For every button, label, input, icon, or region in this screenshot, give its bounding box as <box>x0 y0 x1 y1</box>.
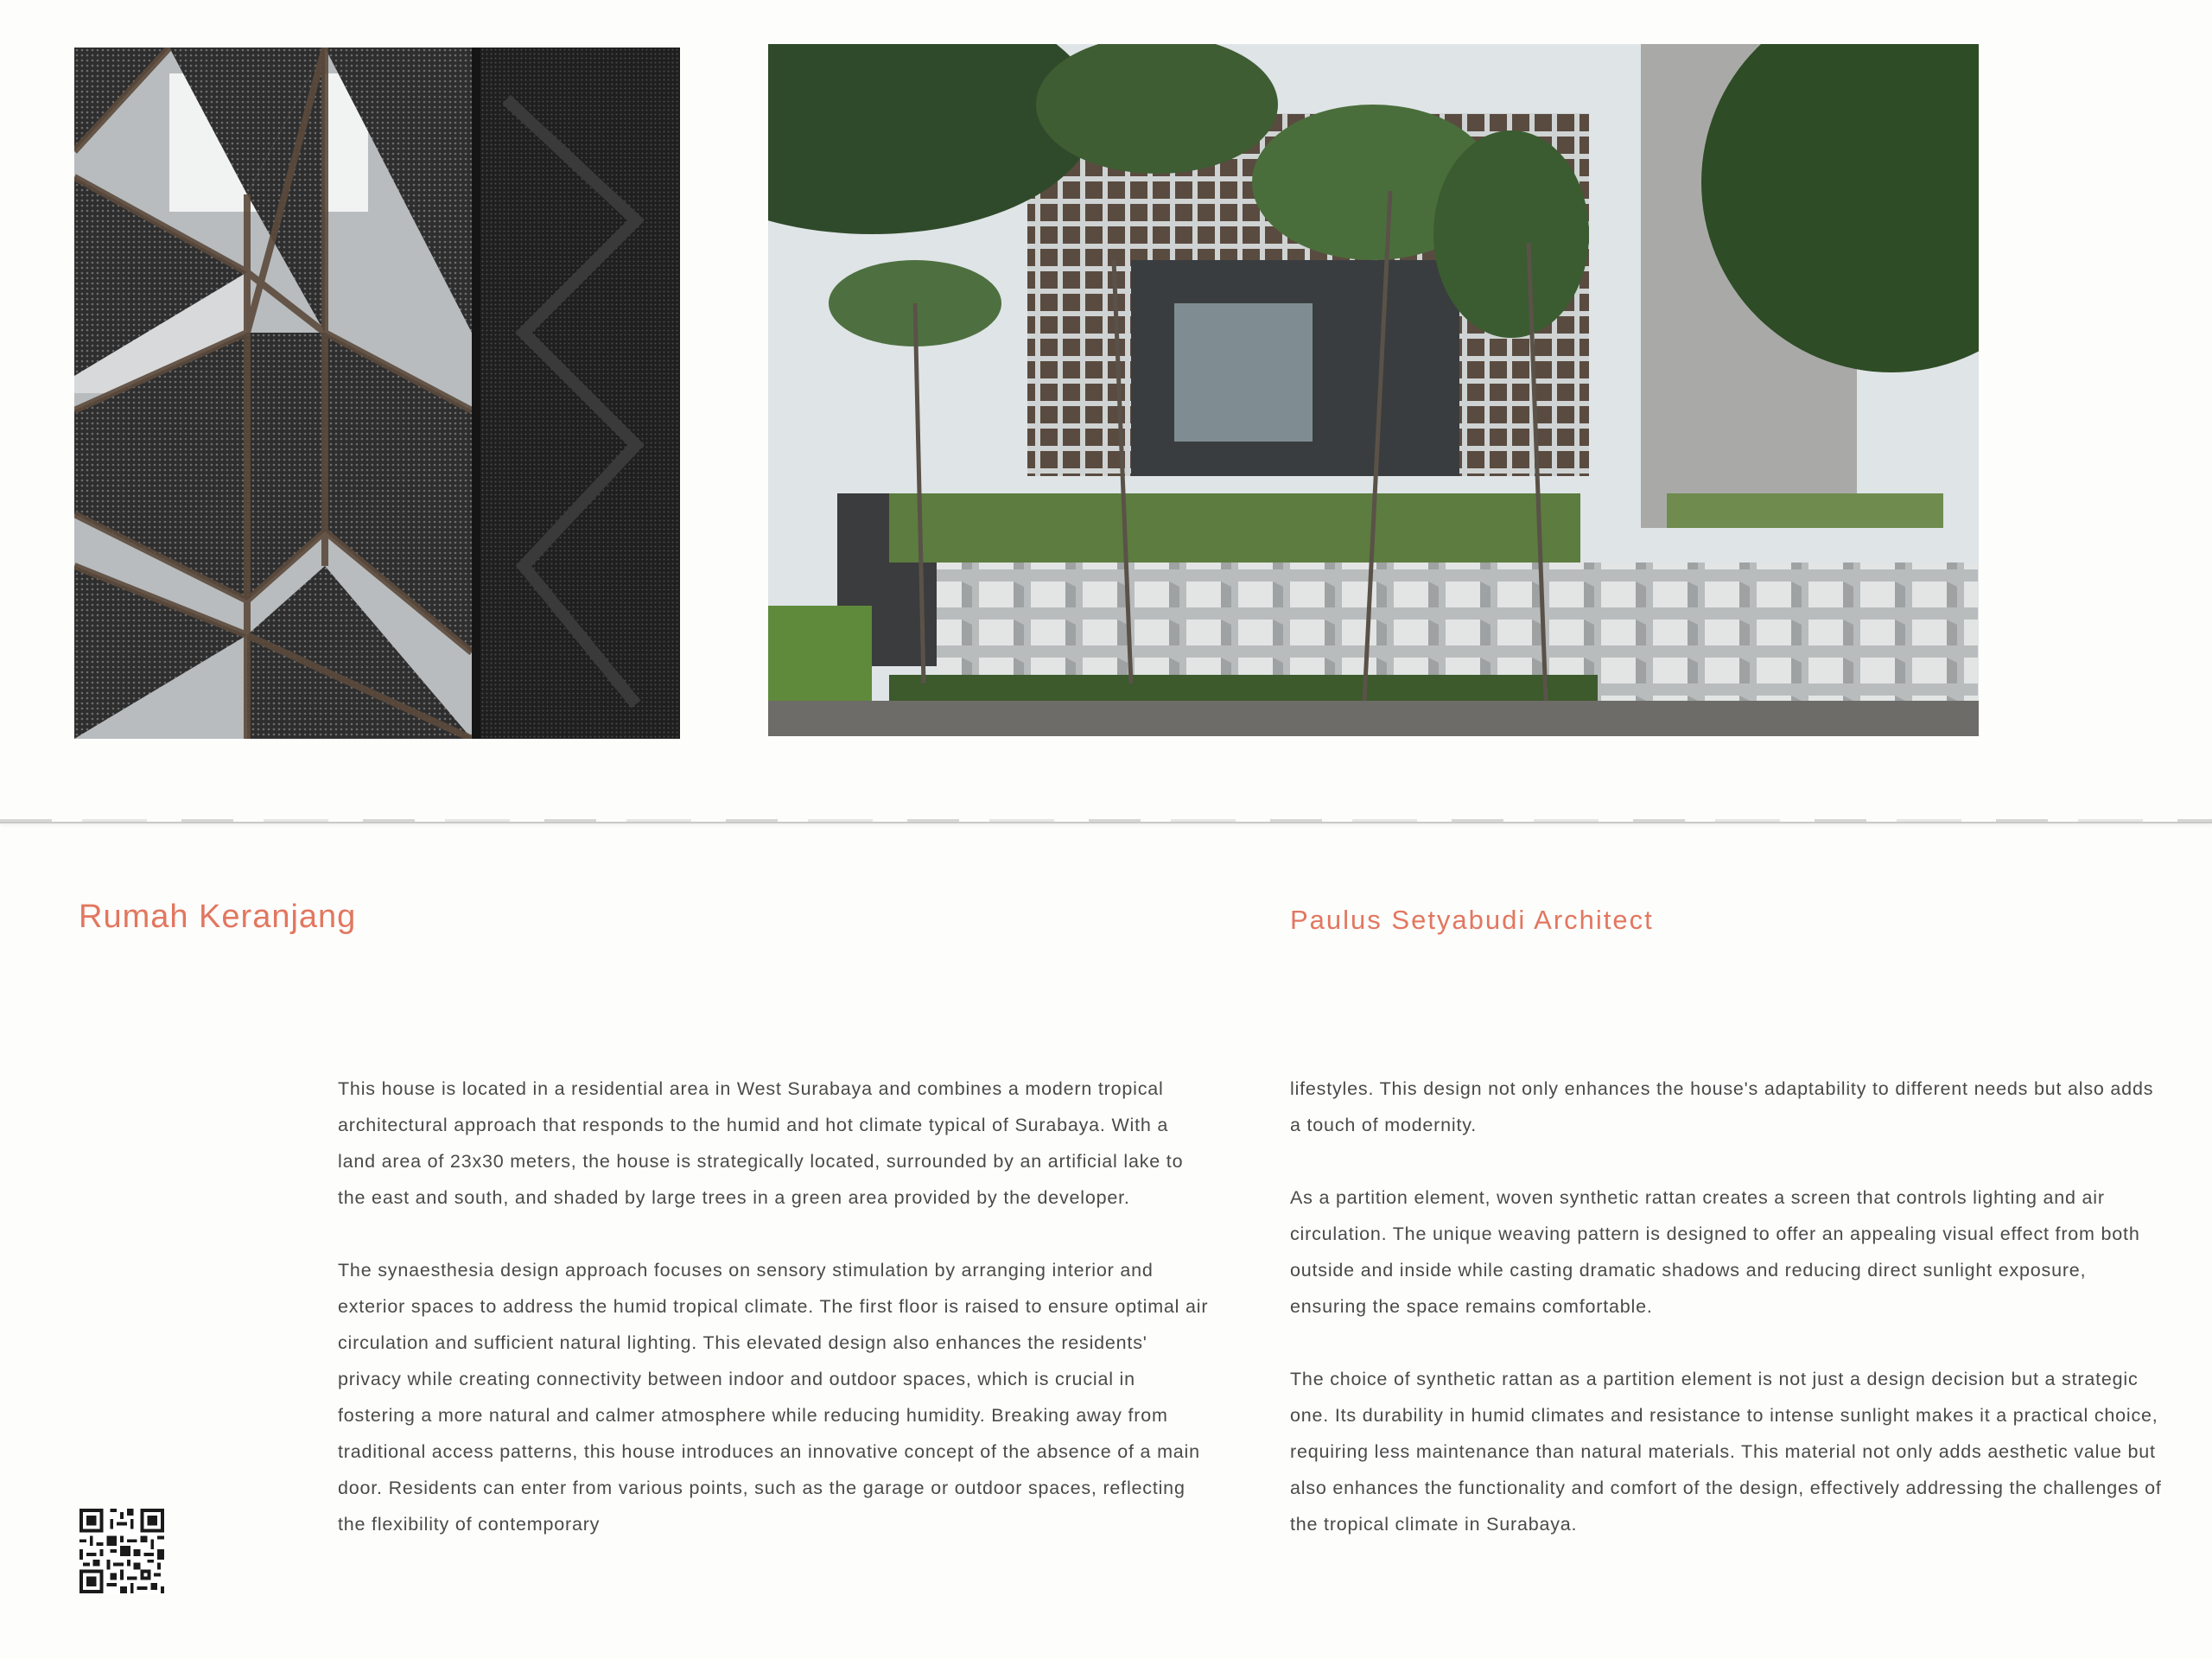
left-text-column <box>338 1071 1211 1579</box>
house-exterior-photo <box>768 44 1979 736</box>
body-paragraph: This house is located in a residential area in West Surabaya and combines a modern tropical architectural approach that responds to the humid and hot climate typical of Surabaya. With a land area of 23x30 meters, the house is strategically located, surrounded by an artificial lake to the east and south, and shaded by large trees in a green area provided by the developer. <box>338 1078 1184 1208</box>
project-title: Rumah Keranjang <box>79 899 357 935</box>
body-paragraph: The choice of synthetic rattan as a partition element is not just a design decision but a strategic one. Its durability in humid climates and resistance to intense sunlight makes it a practical choice, requiring less maintenance than natural materials. This material not only adds aesthetic value but also enhances the functionality and comfort of the design, effectively addressing the challenges of the tropical climate in Surabaya. <box>1290 1369 2162 1535</box>
page-fold-line <box>0 822 2212 823</box>
body-paragraph: lifestyles. This design not only enhances the house's adaptability to different needs but also adds a touch of modernity. <box>1290 1078 2154 1135</box>
house-exterior-illustration <box>768 44 1979 736</box>
right-text-column <box>1290 1071 2163 1579</box>
facade-closeup-photo <box>74 48 680 739</box>
architect-name: Paulus Setyabudi Architect <box>1290 905 1654 935</box>
body-paragraph: As a partition element, woven synthetic rattan creates a screen that controls lighting and air circulation. The unique weaving pattern is designed to offer an appealing visual effect from both outside and inside while casting dramatic shadows and reducing direct sunlight exposure, ensuring the space remains comfortable. <box>1290 1187 2140 1317</box>
qr-code-icon <box>79 1509 164 1593</box>
woven-facade-illustration <box>74 48 680 739</box>
body-paragraph: The synaesthesia design approach focuses on sensory stimulation by arranging interior and exterior spaces to address the humid tropical climate. The first floor is raised to ensure optimal air circulation and sufficient natural lighting. This elevated design also enhances the residents' privacy while creating connectivity between indoor and outdoor spaces, which is crucial in fostering a more natural and calmer atmosphere while reducing humidity. Breaking away from traditional access patterns, this house introduces an innovative concept of the absence of a main door. Residents can enter from various points, such as the garage or outdoor spaces, reflecting the flexibility of contemporary <box>338 1260 1209 1535</box>
qr-code[interactable] <box>79 1509 164 1593</box>
